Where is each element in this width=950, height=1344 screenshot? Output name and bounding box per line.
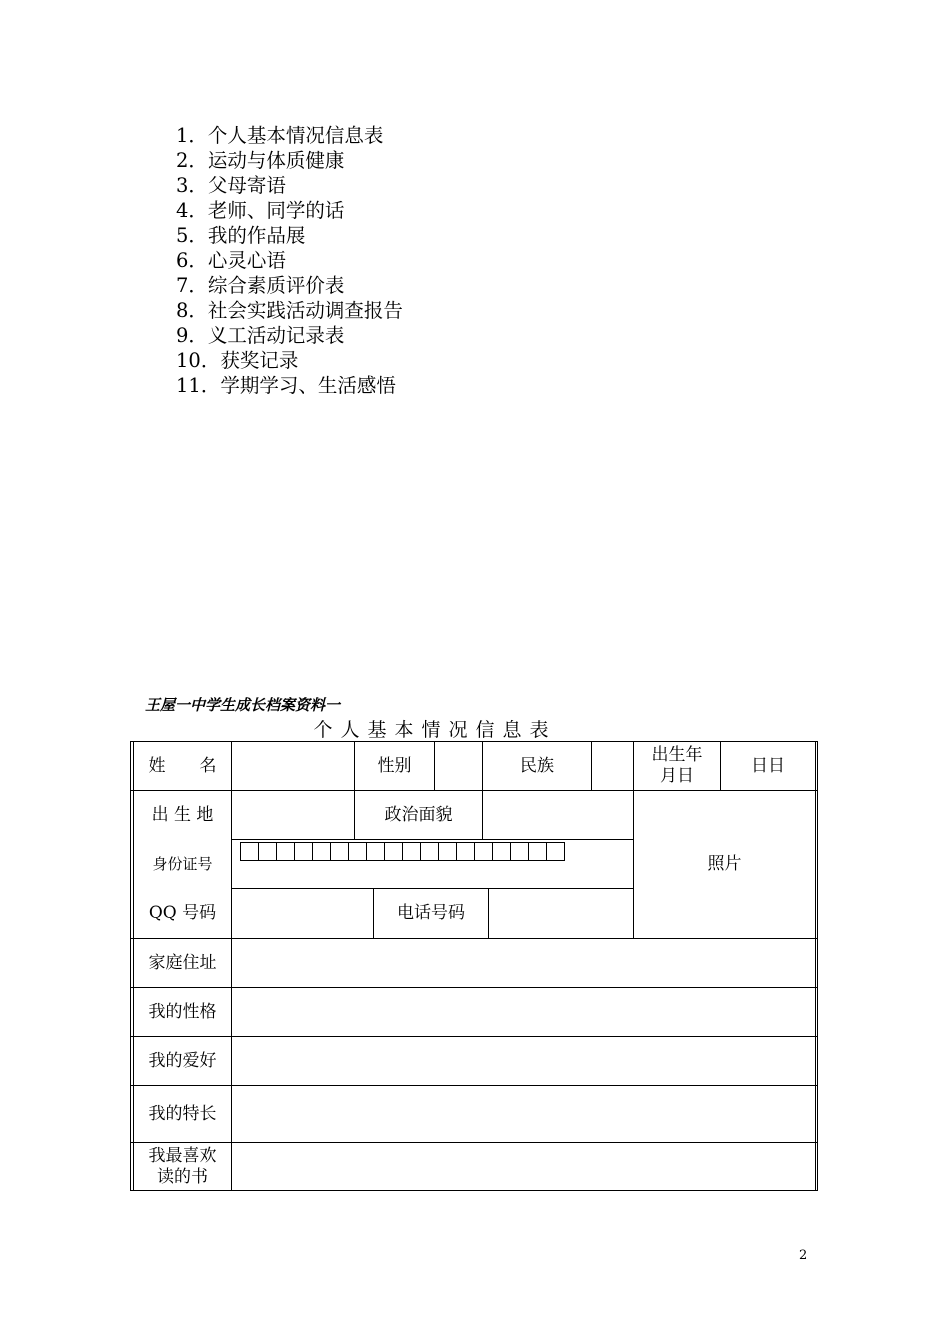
- ethnicity-field[interactable]: [592, 742, 633, 790]
- toc-item: [176, 348, 403, 373]
- toc-item-text: 心灵心语: [207, 249, 286, 272]
- political-status-label: 政治面貌: [384, 804, 453, 825]
- id-digit-box[interactable]: [349, 842, 367, 861]
- id-digit-box[interactable]: [529, 842, 547, 861]
- id-digit-box[interactable]: [295, 842, 313, 861]
- id-number-label: 身份证号: [152, 854, 213, 873]
- toc-item-number: 10．: [176, 349, 221, 372]
- toc-item-number: 3．: [176, 174, 208, 197]
- toc-item-text: 父母寄语: [207, 174, 286, 197]
- toc-item-number: 6．: [176, 249, 208, 272]
- phone-field[interactable]: [489, 889, 633, 938]
- toc-item: [176, 323, 403, 348]
- qq-label: QQ 号码: [148, 903, 217, 923]
- toc-item-number: 11．: [176, 374, 221, 397]
- birthdate-label-line2: 月日: [660, 766, 694, 786]
- favorite-book-label: [134, 1143, 231, 1190]
- toc-item: [176, 298, 403, 323]
- toc-item: [176, 148, 403, 173]
- id-digit-box[interactable]: [439, 842, 457, 861]
- page-number: 2: [799, 1248, 808, 1263]
- toc-item-text: 我的作品展: [207, 224, 306, 247]
- toc-item: [176, 248, 403, 273]
- favorite-book-label-line2: 读的书: [157, 1166, 208, 1187]
- toc-item: [176, 198, 403, 223]
- toc-item-text: 老师、同学的话: [207, 199, 345, 222]
- toc-item: [176, 123, 403, 148]
- ethnicity-label: 民族: [520, 755, 554, 776]
- toc-item: [176, 273, 403, 298]
- personality-label: 我的性格: [148, 1001, 217, 1022]
- birthdate-label: [634, 742, 720, 790]
- personality-field[interactable]: [232, 988, 815, 1036]
- id-digit-box[interactable]: [493, 842, 511, 861]
- toc-item-number: 7．: [176, 274, 208, 297]
- hobby-label: 我的爱好: [148, 1050, 217, 1071]
- toc-item: [176, 173, 403, 198]
- birthplace-label: 出 生 地: [151, 804, 214, 825]
- toc-item-text: 学期学习、生活感悟: [220, 374, 396, 397]
- toc-item-number: 4．: [176, 199, 208, 222]
- name-field[interactable]: [232, 742, 354, 790]
- toc-item-text: 综合素质评价表: [207, 274, 345, 297]
- favorite-book-label-line1: 我最喜欢: [148, 1145, 217, 1166]
- id-digit-box[interactable]: [385, 842, 403, 861]
- toc-item-number: 9．: [176, 324, 208, 347]
- toc-item-text: 获奖记录: [220, 349, 299, 372]
- id-number-boxes[interactable]: [240, 842, 565, 861]
- id-digit-box[interactable]: [277, 842, 295, 861]
- table-of-contents: [176, 123, 403, 398]
- id-digit-box[interactable]: [421, 842, 439, 861]
- toc-item-text: 义工活动记录表: [207, 324, 345, 347]
- toc-item-number: 8．: [176, 299, 208, 322]
- toc-item-number: 5．: [176, 224, 208, 247]
- name-label: 姓 名: [148, 755, 217, 776]
- birthdate-label-line1: 出生年: [651, 745, 703, 765]
- form-title: 个人基本情况信息表: [313, 719, 557, 741]
- id-digit-box[interactable]: [367, 842, 385, 861]
- id-digit-box[interactable]: [241, 842, 259, 861]
- address-field[interactable]: [232, 939, 815, 987]
- toc-item-text: 社会实践活动调查报告: [207, 299, 403, 322]
- toc-item-number: 1．: [176, 124, 208, 147]
- birthplace-field[interactable]: [232, 791, 354, 839]
- id-digit-box[interactable]: [331, 842, 349, 861]
- toc-item: [176, 223, 403, 248]
- id-digit-box[interactable]: [475, 842, 493, 861]
- toc-item-text: 运动与体质健康: [207, 149, 345, 172]
- gender-label: 性别: [377, 755, 412, 776]
- favorite-book-field[interactable]: [232, 1143, 815, 1190]
- toc-item-text: 个人基本情况信息表: [207, 124, 384, 147]
- id-digit-box[interactable]: [313, 842, 331, 861]
- birthdate-field[interactable]: 日日: [751, 755, 785, 776]
- specialty-label: 我的特长: [148, 1103, 217, 1124]
- political-status-field[interactable]: [483, 791, 633, 839]
- id-digit-box[interactable]: [511, 842, 529, 861]
- id-digit-box[interactable]: [259, 842, 277, 861]
- toc-item: [176, 373, 403, 398]
- id-digit-box[interactable]: [547, 842, 565, 861]
- photo-placeholder: 照片: [707, 854, 742, 874]
- toc-item-number: 2．: [176, 149, 208, 172]
- id-digit-box[interactable]: [457, 842, 475, 861]
- hobby-field[interactable]: [232, 1037, 815, 1085]
- specialty-field[interactable]: [232, 1086, 815, 1142]
- phone-label: 电话号码: [397, 903, 465, 923]
- archive-subtitle: 王屋一中学生成长档案资料一: [145, 696, 341, 714]
- id-digit-box[interactable]: [403, 842, 421, 861]
- gender-field[interactable]: [435, 742, 482, 790]
- address-label: 家庭住址: [148, 952, 217, 973]
- qq-field[interactable]: [232, 889, 373, 938]
